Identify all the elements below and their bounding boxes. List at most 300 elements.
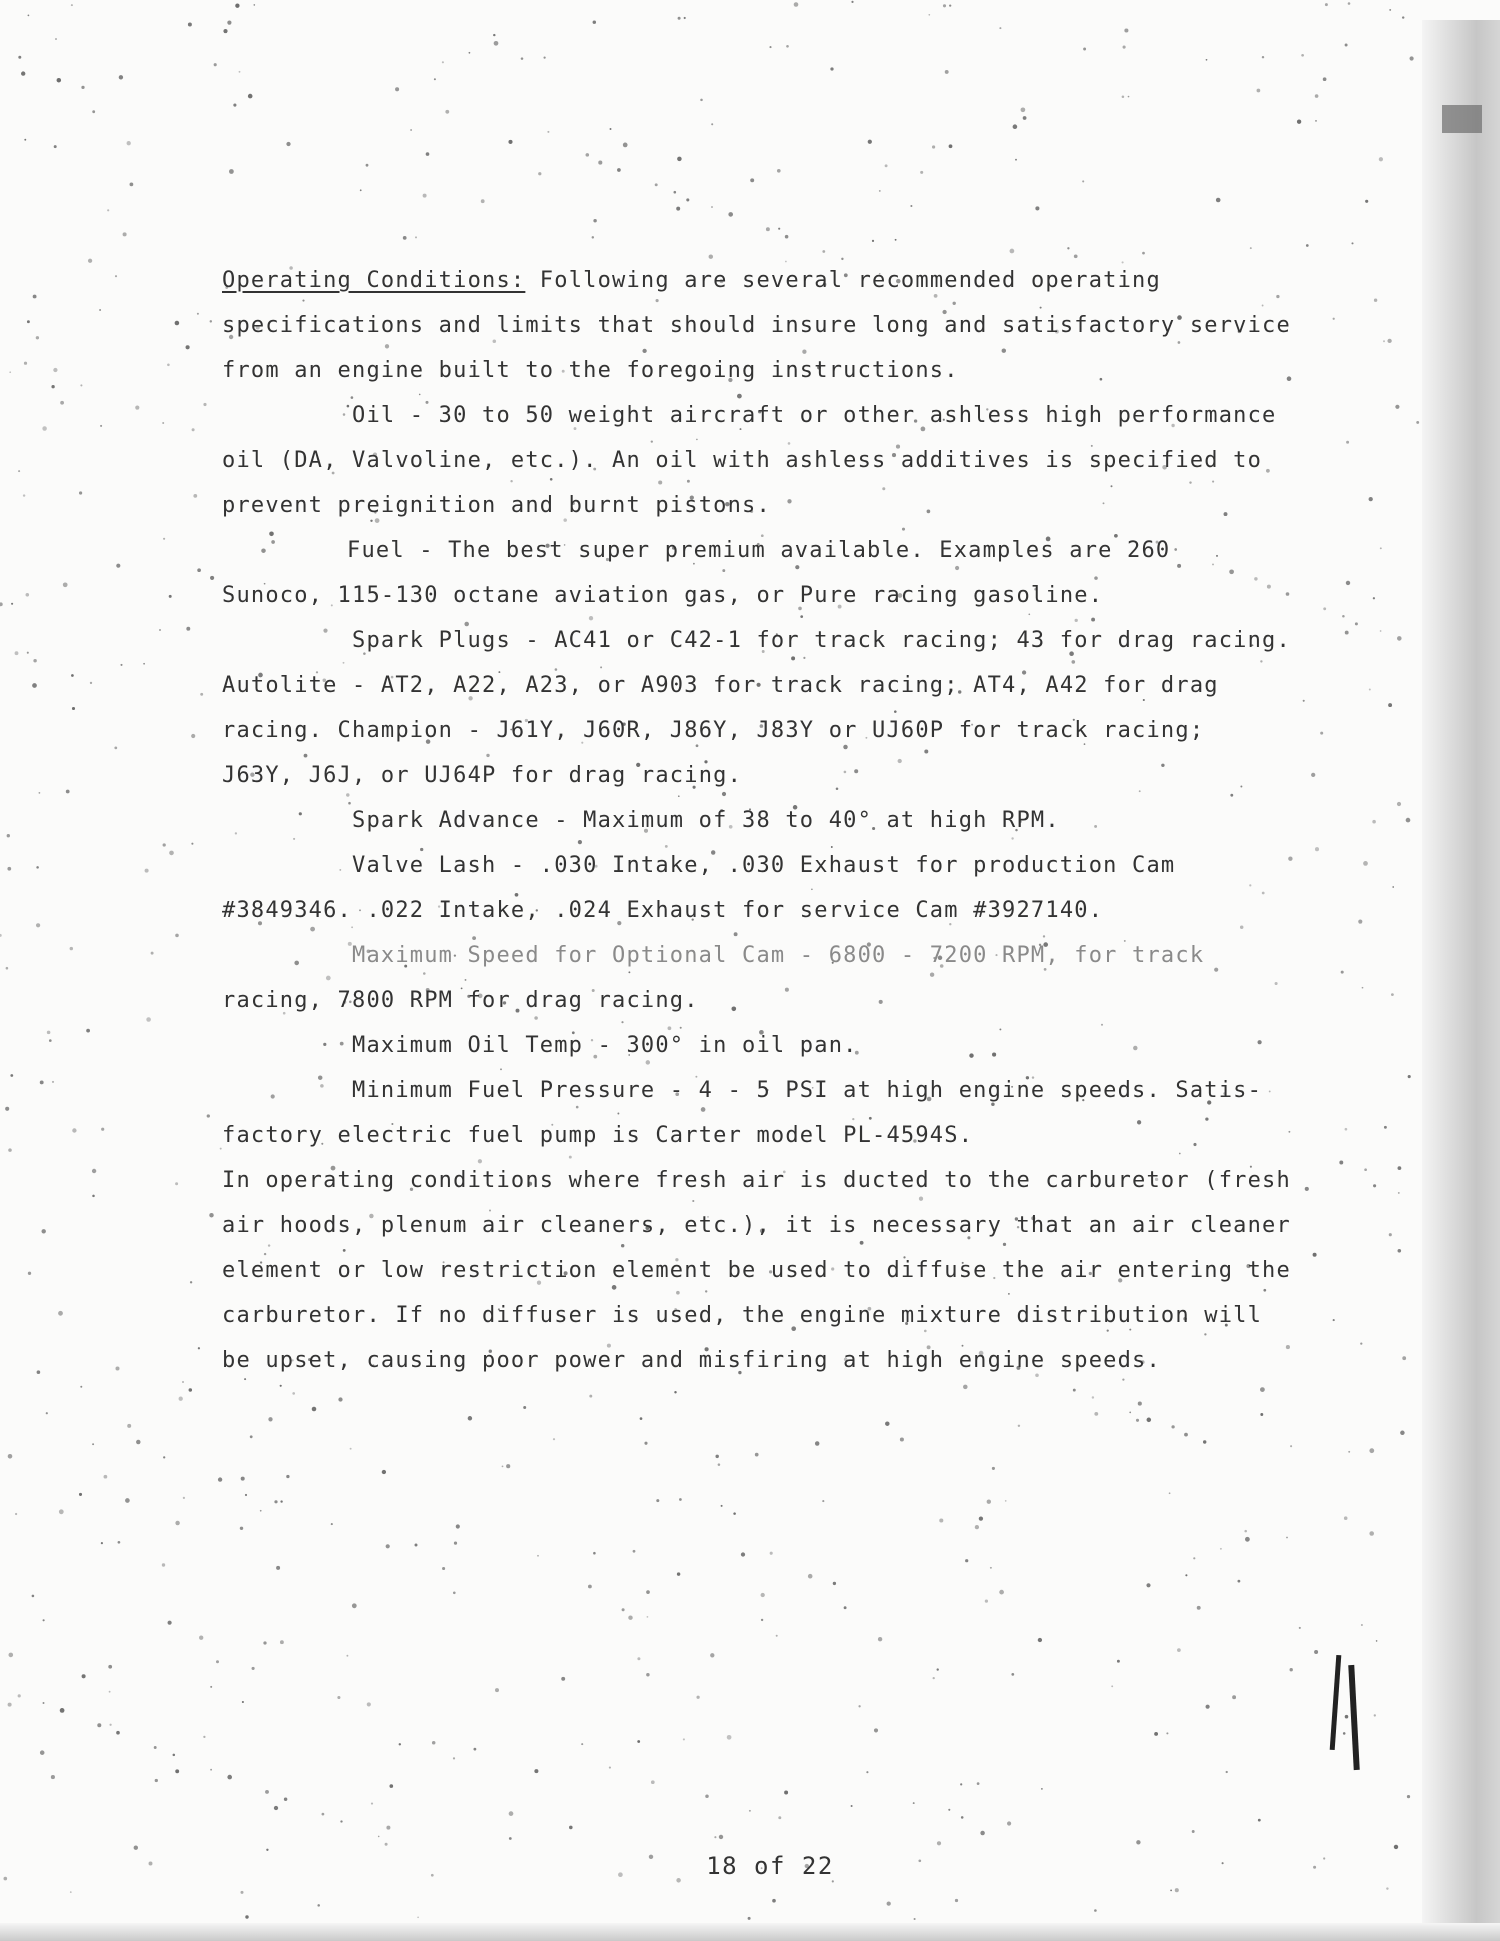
speckle <box>245 1915 248 1918</box>
speckle <box>280 1500 282 1502</box>
speckle <box>233 104 236 107</box>
text-line <box>222 258 1422 303</box>
speckle <box>990 1567 992 1569</box>
line-text: Valve Lash - .030 Intake, .030 Exhaust for production Cam <box>352 853 1176 878</box>
speckle <box>900 1437 904 1441</box>
speckle <box>360 189 362 191</box>
speckle <box>1136 1419 1139 1422</box>
speckle <box>72 1128 76 1132</box>
speckle <box>684 17 686 19</box>
speckle <box>6 967 9 970</box>
speckle <box>179 1397 183 1401</box>
text-line <box>222 753 1422 798</box>
speckle <box>57 78 62 83</box>
line-text: #3849346. .022 Intake, .024 Exhaust for service Cam #3927140. <box>222 898 1104 923</box>
speckle <box>115 275 117 277</box>
speckle <box>858 1705 860 1707</box>
text-line <box>222 348 1422 393</box>
speckle <box>51 1775 55 1779</box>
page-bottom-edge <box>0 1923 1500 1941</box>
speckle <box>417 1916 419 1918</box>
speckle <box>1175 1888 1179 1892</box>
speckle <box>1011 1673 1014 1676</box>
speckle <box>1117 1660 1120 1663</box>
speckle <box>683 1738 685 1740</box>
speckle <box>755 1453 759 1457</box>
speckle <box>547 131 549 133</box>
speckle <box>207 1114 210 1117</box>
speckle <box>623 143 628 148</box>
speckle <box>1122 96 1125 99</box>
speckle <box>199 1636 203 1640</box>
speckle <box>58 1311 63 1316</box>
speckle <box>656 1499 659 1502</box>
text-line <box>222 618 1422 663</box>
speckle <box>378 1836 380 1838</box>
speckle <box>1348 2 1351 5</box>
speckle <box>242 1701 244 1703</box>
speckle <box>280 1640 284 1644</box>
speckle <box>71 674 74 677</box>
speckle <box>175 1521 179 1525</box>
page-edge-shadow <box>1422 20 1500 1941</box>
speckle <box>1313 1866 1316 1869</box>
speckle <box>415 236 417 238</box>
speckle <box>1013 124 1018 129</box>
speckle <box>772 1899 776 1903</box>
speckle <box>1374 1714 1376 1716</box>
speckle <box>280 1385 282 1387</box>
text-line <box>222 1113 1422 1158</box>
speckle <box>109 1724 111 1726</box>
speckle <box>538 172 541 175</box>
speckle <box>135 406 139 410</box>
speckle <box>386 1826 390 1830</box>
speckle <box>609 1767 611 1769</box>
speckle <box>521 57 524 60</box>
speckle <box>33 295 37 299</box>
speckle <box>116 564 120 568</box>
speckle <box>442 1567 445 1570</box>
speckle <box>97 1723 101 1727</box>
speckle <box>1123 46 1126 49</box>
speckle <box>872 240 874 242</box>
speckle <box>203 403 206 406</box>
speckle <box>338 1397 342 1401</box>
text-line <box>222 1338 1422 1383</box>
speckle <box>1348 1451 1350 1453</box>
line-text: Autolite - AT2, A22, A23, or A903 for track racing; AT4, A42 for drag <box>222 673 1219 698</box>
speckle <box>33 659 36 662</box>
speckle <box>197 568 201 572</box>
speckle <box>777 169 781 173</box>
speckle <box>395 87 399 91</box>
speckle <box>610 128 612 130</box>
speckle <box>592 236 594 238</box>
speckle <box>1170 1890 1172 1892</box>
line-text: air hoods, plenum air cleaners, etc.), it is necessary that an air cleaner <box>222 1213 1291 1238</box>
speckle <box>43 1619 45 1621</box>
speckle <box>340 1820 342 1822</box>
speckle <box>175 1769 179 1773</box>
speckle <box>965 1559 968 1562</box>
speckle <box>948 1809 950 1811</box>
speckle <box>186 627 190 631</box>
speckle <box>1206 1705 1210 1709</box>
speckle <box>1035 206 1039 210</box>
speckle <box>125 1498 130 1503</box>
speckle <box>593 1552 596 1555</box>
speckle <box>5 1107 9 1111</box>
speckle <box>617 168 621 172</box>
speckle <box>1094 1909 1097 1912</box>
speckle <box>1323 77 1327 81</box>
speckle <box>833 1582 836 1585</box>
speckle <box>127 1424 131 1428</box>
speckle <box>977 1782 980 1785</box>
speckle <box>784 1791 788 1795</box>
speckle <box>40 1080 44 1084</box>
speckle <box>90 682 92 684</box>
speckle <box>163 538 165 540</box>
speckle <box>173 1754 176 1757</box>
speckle <box>1400 1431 1405 1436</box>
speckle <box>473 1748 476 1751</box>
speckle <box>101 1542 103 1544</box>
speckle <box>276 1566 280 1570</box>
speckle <box>937 1668 939 1670</box>
speckle <box>628 1615 632 1619</box>
line-text: J63Y, J6J, or UJ64P for drag racing. <box>222 763 743 788</box>
line-text: Spark Advance - Maximum of 38 to 40° at high RPM. <box>352 808 1060 833</box>
speckle <box>598 161 602 165</box>
speckle <box>561 1677 565 1681</box>
operating-conditions-text <box>222 258 1422 1383</box>
speckle <box>10 1074 13 1077</box>
speckle <box>622 1608 625 1611</box>
speckle <box>99 309 101 311</box>
speckle <box>721 1505 723 1507</box>
speckle <box>143 663 145 665</box>
speckle <box>830 67 833 70</box>
text-line <box>222 708 1422 753</box>
speckle <box>1286 1537 1288 1539</box>
speckle <box>216 1660 219 1663</box>
speckle <box>999 1590 1004 1595</box>
speckle <box>182 1381 184 1383</box>
speckle <box>80 1386 82 1388</box>
speckle <box>72 707 75 710</box>
speckle <box>1365 200 1368 203</box>
speckle <box>593 219 596 222</box>
speckle <box>118 1541 121 1544</box>
speckle <box>932 145 935 148</box>
text-line <box>222 528 1422 573</box>
speckle <box>786 45 789 48</box>
speckle <box>1083 48 1086 51</box>
speckle <box>748 1917 751 1920</box>
speckle <box>43 1702 45 1704</box>
speckle <box>454 1542 457 1545</box>
speckle <box>851 1805 853 1807</box>
speckle <box>260 1510 262 1512</box>
speckle <box>46 1412 48 1414</box>
speckle <box>1389 9 1391 11</box>
text-line <box>222 573 1422 618</box>
speckle <box>250 1435 253 1438</box>
speckle <box>235 4 239 8</box>
speckle <box>366 164 369 167</box>
speckle <box>70 1891 72 1893</box>
speckle <box>18 1694 21 1697</box>
speckle <box>979 1516 983 1520</box>
speckle <box>453 1757 455 1759</box>
speckle <box>198 1347 200 1349</box>
speckle <box>4 1877 8 1881</box>
speckle <box>1250 247 1252 249</box>
text-line <box>222 1203 1422 1248</box>
speckle <box>1402 16 1404 18</box>
speckle <box>70 947 73 950</box>
speckle <box>1258 1819 1261 1822</box>
speckle <box>770 1552 773 1555</box>
speckle <box>822 250 825 253</box>
speckle <box>1386 1887 1388 1889</box>
speckle <box>24 139 26 141</box>
speckle <box>647 1616 649 1618</box>
speckle <box>1038 1638 1042 1642</box>
speckle <box>175 1182 178 1185</box>
speckle <box>7 834 10 837</box>
speckle <box>537 1555 539 1557</box>
speckle <box>88 259 92 263</box>
speckle <box>27 320 30 323</box>
speckle <box>637 1657 640 1660</box>
speckle <box>1136 1840 1140 1844</box>
speckle <box>808 1574 813 1579</box>
speckle <box>776 1635 778 1637</box>
speckle <box>266 1849 268 1851</box>
speckle <box>1244 1530 1247 1533</box>
speckle <box>1410 56 1414 60</box>
speckle <box>469 52 471 54</box>
text-line <box>222 978 1422 1023</box>
speckle <box>711 206 713 208</box>
speckle <box>718 1463 721 1466</box>
speckle <box>8 1454 13 1459</box>
speckle <box>1344 1516 1348 1520</box>
speckle <box>769 46 771 48</box>
speckle <box>1021 107 1026 112</box>
speckle <box>32 683 37 688</box>
speckle <box>1315 120 1317 122</box>
speckle <box>104 1475 108 1479</box>
speckle <box>426 152 430 156</box>
speckle <box>49 1039 52 1042</box>
speckle <box>200 693 203 696</box>
speckle <box>109 1691 111 1693</box>
text-line <box>222 1158 1422 1203</box>
speckle <box>63 582 68 587</box>
speckle <box>162 422 164 424</box>
speckle <box>55 38 57 40</box>
speckle <box>1260 1387 1265 1392</box>
speckle <box>190 1281 192 1283</box>
speckle <box>1023 116 1027 120</box>
speckle <box>749 1810 751 1812</box>
line-text: oil (DA, Valvoline, etc.). An oil with ashless additives is specified to <box>222 448 1263 473</box>
page-edge-mark <box>1442 105 1482 133</box>
speckle <box>127 141 131 145</box>
speckle <box>263 1641 266 1644</box>
speckle <box>403 236 407 240</box>
speckle <box>569 1826 573 1830</box>
speckle <box>987 1500 991 1504</box>
speckle <box>92 1195 95 1198</box>
speckle <box>81 86 84 89</box>
speckle <box>47 1031 51 1035</box>
speckle <box>9 371 11 373</box>
speckle <box>116 1731 120 1735</box>
speckle <box>151 952 154 955</box>
speckle <box>885 1421 889 1425</box>
speckle <box>1262 56 1264 58</box>
speckle <box>42 426 47 431</box>
line-text: factory electric fuel pump is Carter model PL-4594S. <box>222 1123 974 1148</box>
speckle <box>15 651 19 655</box>
speckle <box>86 1029 90 1033</box>
speckle <box>1369 1448 1374 1453</box>
speckle <box>155 1779 158 1782</box>
speckle <box>352 1603 357 1608</box>
speckle <box>241 1477 245 1481</box>
speckle <box>887 1901 891 1905</box>
speckle <box>175 934 179 938</box>
speckle <box>218 1477 222 1481</box>
speckle <box>1184 1433 1188 1437</box>
speckle <box>949 144 953 148</box>
speckle <box>229 169 234 174</box>
speckle <box>442 61 444 63</box>
speckle <box>493 34 495 36</box>
speckle <box>1299 1627 1301 1629</box>
speckle <box>719 1835 723 1839</box>
speckle <box>1082 180 1084 182</box>
speckle <box>1010 249 1015 254</box>
speckle <box>920 171 923 174</box>
speckle <box>985 1599 988 1602</box>
speckle <box>100 425 102 427</box>
speckle <box>1203 1440 1206 1443</box>
speckle <box>119 75 123 79</box>
speckle <box>415 1544 418 1547</box>
line-text: Maximum Oil Temp - 300° in oil pan. <box>352 1033 858 1058</box>
speckle <box>169 595 172 598</box>
speckle <box>32 1595 35 1598</box>
speckle <box>679 1498 682 1501</box>
speckle <box>18 470 20 472</box>
speckle <box>1171 1425 1174 1428</box>
speckle <box>918 1859 921 1862</box>
speckle <box>878 1637 882 1641</box>
speckle <box>534 1769 538 1773</box>
speckle <box>18 56 21 59</box>
speckle <box>53 368 57 372</box>
speckle <box>494 41 499 46</box>
speckle <box>26 593 30 597</box>
speckle <box>766 227 770 231</box>
speckle <box>7 867 11 871</box>
speckle <box>714 1836 716 1838</box>
speckle <box>210 1686 212 1688</box>
speckle <box>586 153 590 157</box>
speckle <box>895 239 897 241</box>
speckle <box>154 1746 157 1749</box>
speckle <box>710 1653 714 1657</box>
text-line <box>222 303 1422 348</box>
speckle <box>851 1 853 3</box>
speckle <box>1260 1413 1263 1416</box>
speckle <box>1206 59 1208 61</box>
speckle <box>523 1406 526 1409</box>
speckle <box>649 1855 653 1859</box>
speckle <box>188 23 192 27</box>
text-line <box>222 663 1422 708</box>
speckle <box>191 843 193 845</box>
speckle <box>1166 1732 1168 1734</box>
speckle <box>214 63 217 66</box>
text-line <box>222 1248 1422 1293</box>
speckle <box>175 321 180 326</box>
speckle <box>252 1667 255 1670</box>
speckle <box>1005 1500 1007 1502</box>
speckle <box>80 384 82 386</box>
speckle <box>28 15 30 17</box>
speckle <box>15 1513 17 1515</box>
speckle <box>677 157 682 162</box>
speckle <box>975 1525 979 1529</box>
speckle <box>284 1798 287 1801</box>
speckle <box>913 1802 915 1804</box>
speckle <box>248 94 253 99</box>
speckle <box>1111 1685 1113 1687</box>
speckle <box>52 1081 54 1083</box>
speckle <box>655 183 658 186</box>
speckle <box>367 1702 371 1706</box>
speckle <box>1015 159 1017 161</box>
speckle <box>123 232 127 236</box>
speckle <box>1185 1574 1187 1576</box>
speckle <box>399 1743 401 1745</box>
speckle <box>82 1674 86 1678</box>
speckle <box>992 1467 995 1470</box>
speckle <box>193 494 197 498</box>
speckle <box>169 851 174 856</box>
speckle <box>28 1272 31 1275</box>
speckle <box>432 1741 436 1745</box>
speckle <box>939 1518 943 1522</box>
speckle <box>210 320 212 322</box>
text-line <box>222 933 1422 978</box>
speckle <box>1325 3 1328 6</box>
speckle <box>240 1527 243 1530</box>
speckle <box>331 1523 333 1525</box>
speckle <box>162 1563 165 1566</box>
speckle <box>1314 1650 1318 1654</box>
speckle <box>197 313 199 315</box>
text-line <box>222 1068 1422 1113</box>
speckle <box>227 21 231 25</box>
